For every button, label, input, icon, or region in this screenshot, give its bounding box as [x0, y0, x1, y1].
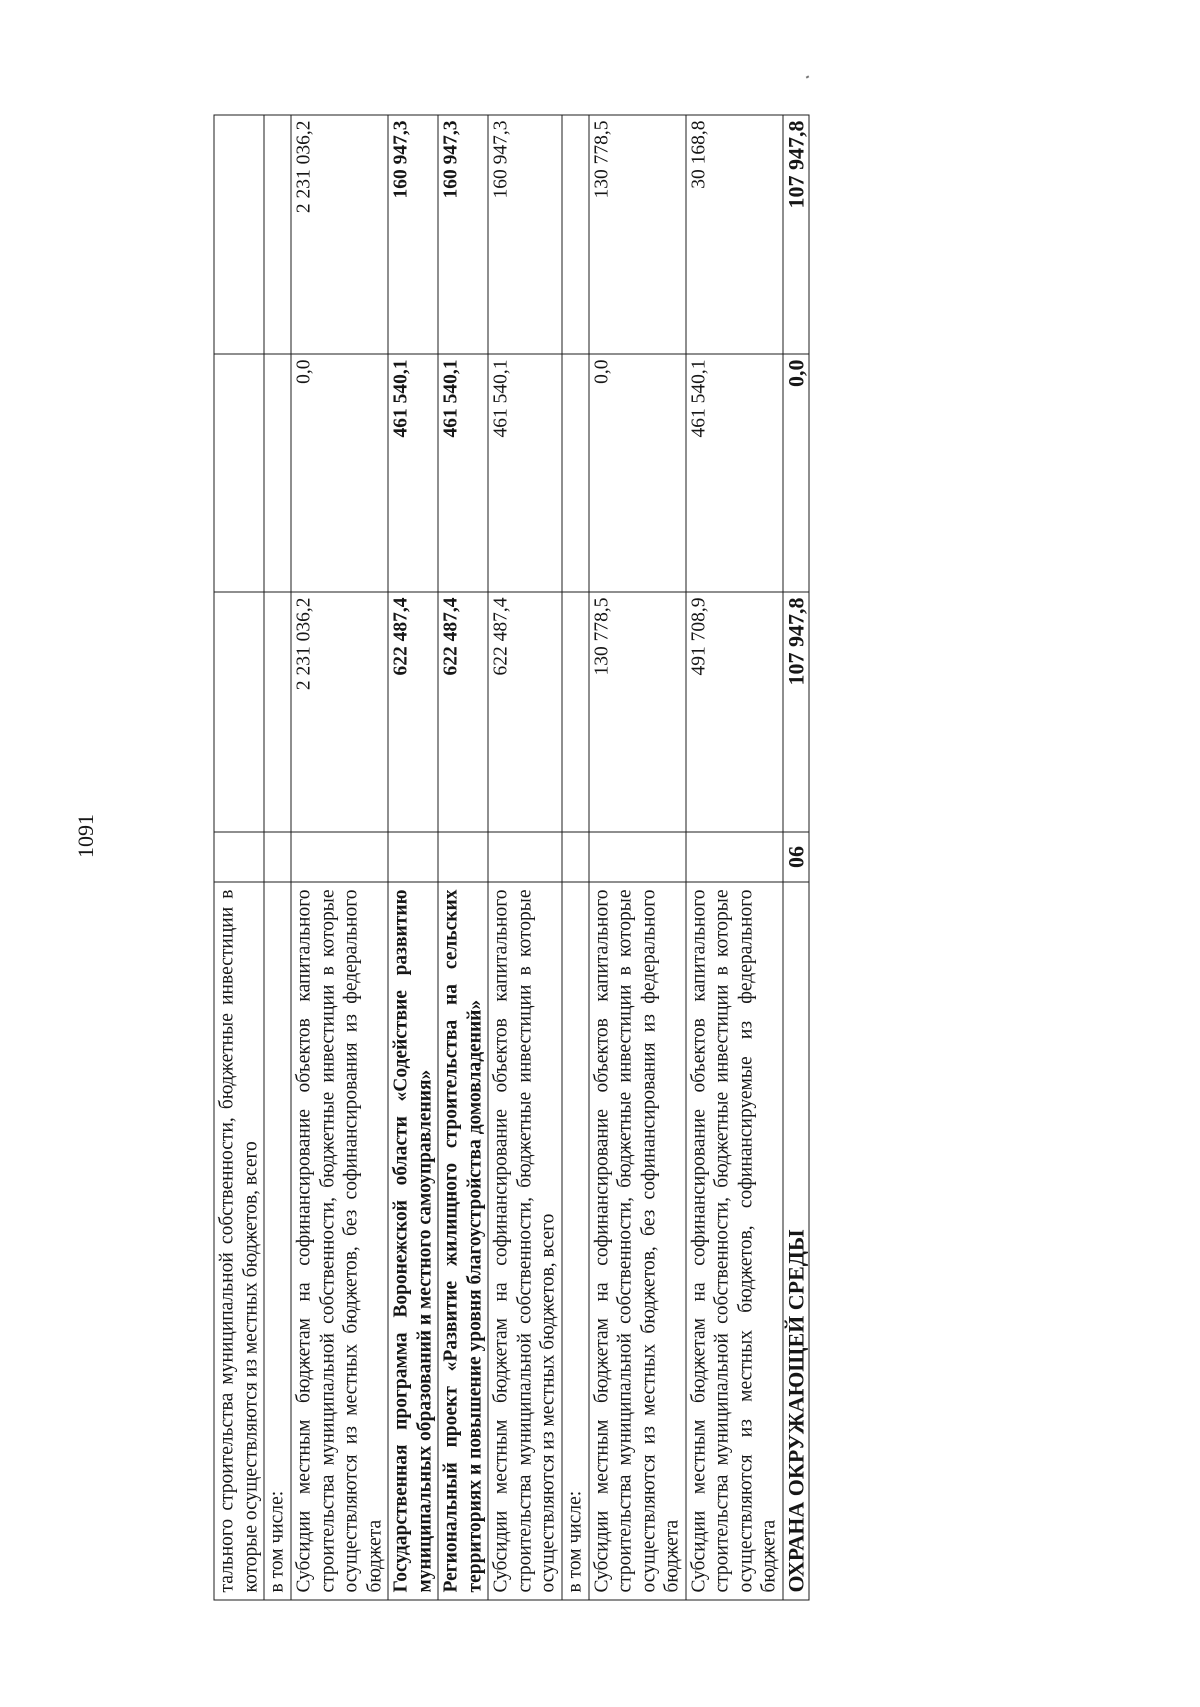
- budget-table: [213, 115, 809, 1601]
- row-regional: 2 231 036,2: [291, 115, 388, 354]
- row-federal: [214, 354, 264, 592]
- row-total: [264, 592, 291, 832]
- row-federal: 0,0: [782, 354, 809, 592]
- table-row: [291, 115, 388, 1600]
- row-federal: 0,0: [291, 354, 388, 592]
- row-federal: 0,0: [588, 354, 685, 592]
- table-row-section-total: [782, 115, 809, 1600]
- row-total: 622 487,4: [388, 592, 438, 832]
- row-total: 622 487,4: [438, 592, 488, 832]
- table-row: [438, 115, 488, 1600]
- row-federal: 461 540,1: [388, 354, 438, 592]
- row-name: Субсидии местным бюджетам на софинансирование объектов капитального строительства муниципальной собственности, бюджетные инвестиции в которые осуществляются из местных бюджетов, без софинансирования из федерального бюджета: [291, 882, 388, 1600]
- row-regional: 30 168,8: [685, 115, 782, 354]
- row-name: Субсидии местным бюджетам на софинансирование объектов капитального строительства муниципальной собственности, бюджетные инвестиции в которые осуществляются из местных бюджетов, софинансируемые из федерального бюджета: [685, 882, 782, 1600]
- row-federal: 461 540,1: [488, 354, 562, 592]
- row-code: [388, 832, 438, 882]
- row-name: Государственная программа Воронежской области «Содействие развитию муниципальных образований и местного самоуправления»: [388, 882, 438, 1600]
- row-regional: 107 947,8: [782, 115, 809, 354]
- row-code: [561, 832, 588, 882]
- row-code: [685, 832, 782, 882]
- table-row: [388, 115, 438, 1600]
- row-code: 06: [782, 832, 809, 882]
- row-code: [488, 832, 562, 882]
- row-name: Субсидии местным бюджетам на софинансирование объектов капитального строительства муниципальной собственности, бюджетные инвестиции в которые осуществляются из местных бюджетов, без софинансирования из федерального бюджета: [588, 882, 685, 1600]
- row-total: 130 778,5: [588, 592, 685, 832]
- row-name: в том числе:: [264, 882, 291, 1600]
- row-code: [588, 832, 685, 882]
- page-number: 1091: [73, 814, 98, 858]
- table-row: [588, 115, 685, 1600]
- row-federal: 461 540,1: [438, 354, 488, 592]
- row-name: в том числе:: [561, 882, 588, 1600]
- row-total: 491 708,9: [685, 592, 782, 832]
- row-name: Региональный проект «Развитие жилищного строительства на сельских территориях и повышение уровня благоустройства домовладений»: [438, 882, 488, 1600]
- row-name: ОХРАНА ОКРУЖАЮЩЕЙ СРЕДЫ: [782, 882, 809, 1600]
- row-regional: [214, 115, 264, 354]
- row-code: [264, 832, 291, 882]
- scan-speck: [806, 75, 810, 78]
- row-code: [291, 832, 388, 882]
- row-regional: 160 947,3: [488, 115, 562, 354]
- row-federal: [264, 354, 291, 592]
- row-total: 622 487,4: [488, 592, 562, 832]
- table-row: [264, 115, 291, 1600]
- row-regional: 160 947,3: [438, 115, 488, 354]
- row-total: 2 231 036,2: [291, 592, 388, 832]
- row-regional: 130 778,5: [588, 115, 685, 354]
- row-code: [438, 832, 488, 882]
- row-total: [561, 592, 588, 832]
- row-total: [214, 592, 264, 832]
- row-regional: [264, 115, 291, 354]
- table-row: [561, 115, 588, 1600]
- table-row: [214, 115, 264, 1600]
- row-regional: [561, 115, 588, 354]
- row-name: Субсидии местным бюджетам на софинансирование объектов капитального строительства муниципальной собственности, бюджетные инвестиции в которые осуществляются из местных бюджетов, всего: [488, 882, 562, 1600]
- table-row: [488, 115, 562, 1600]
- row-name: тального строительства муниципальной собственности, бюджетные инвестиции в которые осуществляются из местных бюджетов, всего: [214, 882, 264, 1600]
- row-code: [214, 832, 264, 882]
- table-row: [685, 115, 782, 1600]
- row-total: 107 947,8: [782, 592, 809, 832]
- budget-table-container: [213, 116, 1083, 1601]
- row-federal: 461 540,1: [685, 354, 782, 592]
- row-federal: [561, 354, 588, 592]
- row-regional: 160 947,3: [388, 115, 438, 354]
